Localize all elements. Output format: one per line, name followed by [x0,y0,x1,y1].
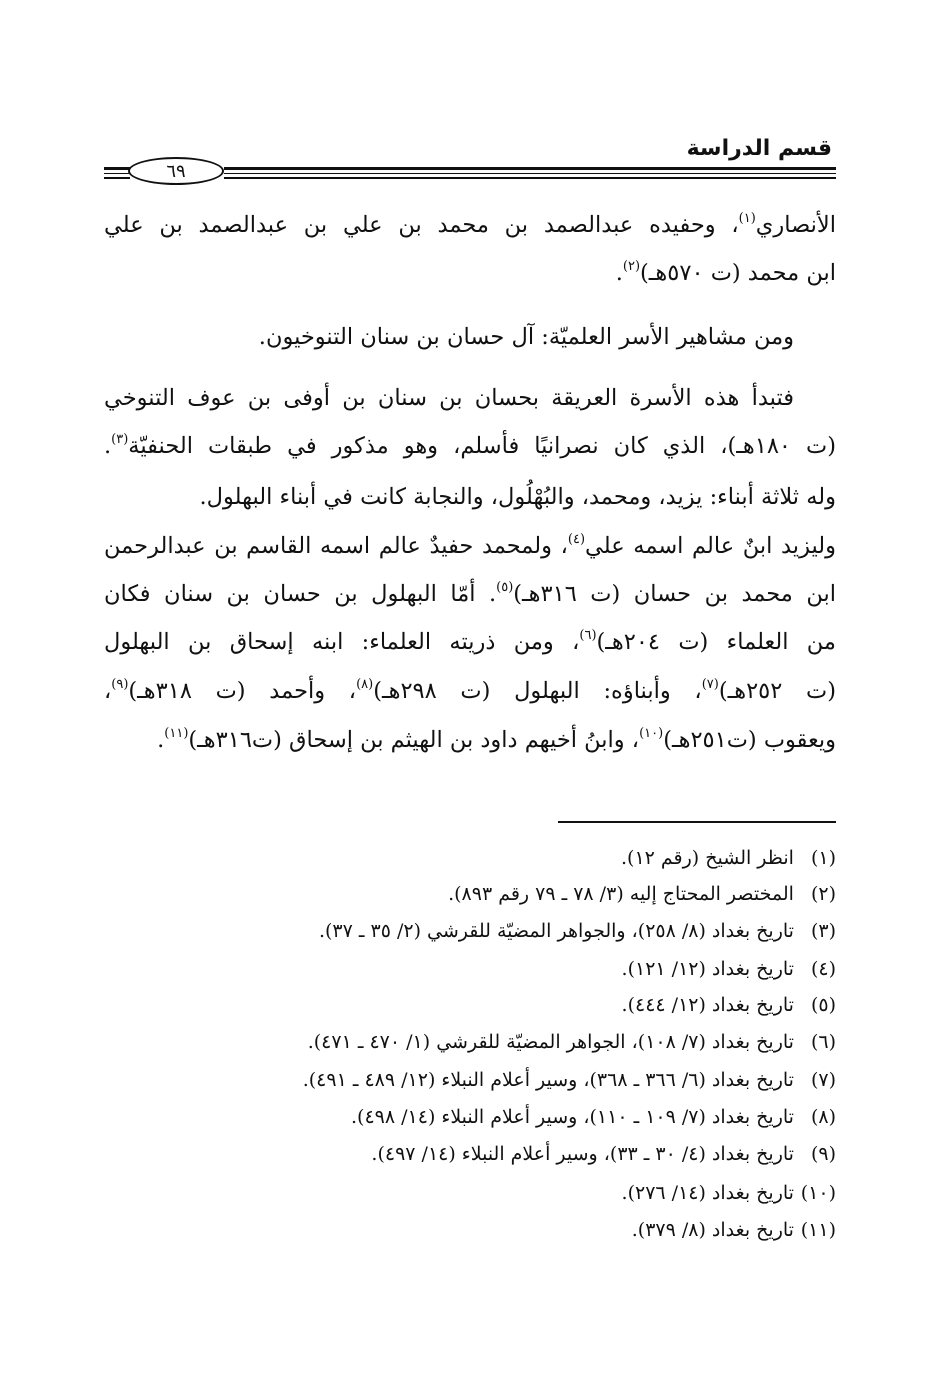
footnote-text: تاريخ بغداد (١٢/ ٤٤٤). [621,994,794,1016]
header-rule-right-thick [224,167,836,170]
text-run: فتبدأ هذه الأسرة العريقة بحسان بن سنان بن أوفى بن عوف التنوخي [104,385,794,411]
footnote-ref[interactable]: (١) [738,211,756,226]
footnote-number: (٣) [810,920,836,942]
text-run: وله ثلاثة أبناء: يزيد، ومحمد، والبُهْلُول، والنجابة كانت في أبناء البهلول. [199,484,836,510]
footnote-ref[interactable]: (٦) [579,628,597,643]
text-run: ابن محمد (ت ٥٧٠هـ) [640,260,836,286]
text-run: ، وأبناؤه: البهلول (ت ٢٩٨هـ) [373,678,702,704]
text-run: . [157,727,165,753]
text-run: (ت ١٨٠هـ)، الذي كان نصرانيًا فأسلم، وهو مذكور في طبقات الحنفيّة [128,433,836,459]
footnote-ref[interactable]: (٤) [567,532,586,547]
header-rule-left-bottom [104,177,130,179]
footnote-item [448,881,836,907]
body-line [104,210,836,240]
body-line [157,725,836,755]
text-run: الأنصاري [755,212,836,238]
header-rule-right-bottom [224,177,836,179]
text-run: ابن محمد بن حسان (ت ٣١٦هـ) [513,581,836,607]
footnote-text: تاريخ بغداد (١٤/ ٢٧٦). [621,1182,794,1204]
text-run: ، [104,678,112,704]
footnote-text: تاريخ بغداد (٨/ ٢٥٨)، والجواهر المضيّة للقرشي (٢/ ٣٥ ـ ٣٧). [318,920,794,942]
body-line [104,531,836,561]
header-rule-left-thick [104,167,130,170]
section-title: قسم الدراسة [686,136,832,161]
footnote-text: تاريخ بغداد (٧/ ١٠٩ ـ ١١٠)، وسير أعلام النبلاء (١٤/ ٤٩٨). [351,1106,794,1128]
footnote-number: (٤) [810,958,836,980]
footnote-number: (٩) [810,1143,836,1165]
header-rule-right-thin [224,173,836,174]
footnote-item [622,956,836,982]
footnote-ref[interactable]: (٧) [701,677,719,692]
body-line [104,676,836,706]
text-run: ، ولمحمد حفيدٌ عالم اسمه القاسم بن عبدالرحمن [104,533,568,559]
footnote-item [351,1104,836,1130]
footnote-item [632,1217,836,1243]
footnote-ref[interactable]: (٢) [622,259,641,274]
text-run: . [615,260,623,286]
footnote-ref[interactable]: (١١) [164,726,189,741]
text-run: ، وابنُ أخيهم داود بن الهيثم بن إسحاق (ت٣١٦هـ) [188,727,640,753]
footnote-ref[interactable]: (٥) [496,580,514,595]
body-line [616,258,836,288]
footnote-number: (٨) [810,1106,836,1128]
footnote-separator [558,821,836,823]
text-run: (ت ٢٥٢هـ) [718,678,836,704]
page-number [128,157,224,185]
footnote-item [621,845,836,871]
header-rule-left-thin [104,173,130,174]
page-number-text: ٦٩ [166,160,186,182]
body-line [200,482,836,512]
text-run: من العلماء (ت ٢٠٤هـ) [596,629,836,655]
footnote-item [622,992,836,1018]
footnote-number: (٥) [810,994,836,1016]
body-line [259,322,794,352]
footnote-number: (٦) [810,1031,836,1053]
footnote-text: انظر الشيخ (رقم ١٢). [620,847,794,869]
footnote-number: (١) [810,847,836,869]
footnote-item [319,918,836,944]
footnote-text: تاريخ بغداد (١٢/ ١٢١). [621,958,794,980]
footnote-number: (٧) [810,1069,836,1091]
footnote-item [371,1141,836,1167]
footnote-ref[interactable]: (٣) [111,432,129,447]
text-run: . [104,433,112,459]
footnote-text: تاريخ بغداد (٦/ ٣٦٦ ـ ٣٦٨)، وسير أعلام النبلاء (١٢/ ٤٨٩ ـ ٤٩١). [302,1069,794,1091]
footnote-text: تاريخ بغداد (٨/ ٣٧٩). [631,1219,794,1241]
footnote-item [622,1180,836,1206]
text-run: وليزيد ابنٌ عالم اسمه علي [585,533,836,559]
text-run: ، ومن ذريته العلماء: ابنه إسحاق بن البهلول [104,629,580,655]
body-line [104,431,836,461]
footnote-text: تاريخ بغداد (٤/ ٣٠ ـ ٣٣)، وسير أعلام النبلاء (١٤/ ٤٩٧). [371,1143,794,1165]
body-line [104,627,836,657]
text-run: ، وحفيده عبدالصمد بن محمد بن علي بن عبدالصمد بن علي [104,212,739,238]
text-run: ، وأحمد (ت ٣١٨هـ) [128,678,357,704]
footnote-number: (٢) [810,883,836,905]
footnote-text: تاريخ بغداد (٧/ ١٠٨)، الجواهر المضيّة للقرشي (١/ ٤٧٠ ـ ٤٧١). [307,1031,794,1053]
footnote-ref[interactable]: (١٠) [639,726,664,741]
body-line [104,383,794,413]
text-run: ويعقوب (ت٢٥١هـ) [663,727,836,753]
text-run: . أمّا البهلول بن حسان بن سنان فكان [104,581,497,607]
footnote-item [308,1029,836,1055]
footnote-number: (١٠) [800,1182,836,1204]
footnote-text: المختصر المحتاج إليه (٣/ ٧٨ ـ ٧٩ رقم ٨٩٣). [448,883,794,905]
footnote-ref[interactable]: (٨) [356,677,374,692]
footnote-number: (١١) [800,1219,836,1241]
footnote-ref[interactable]: (٩) [111,677,129,692]
body-line [104,579,836,609]
text-run: ومن مشاهير الأسر العلميّة: آل حسان بن سنان التنوخيون. [258,324,794,350]
footnote-item [303,1067,836,1093]
